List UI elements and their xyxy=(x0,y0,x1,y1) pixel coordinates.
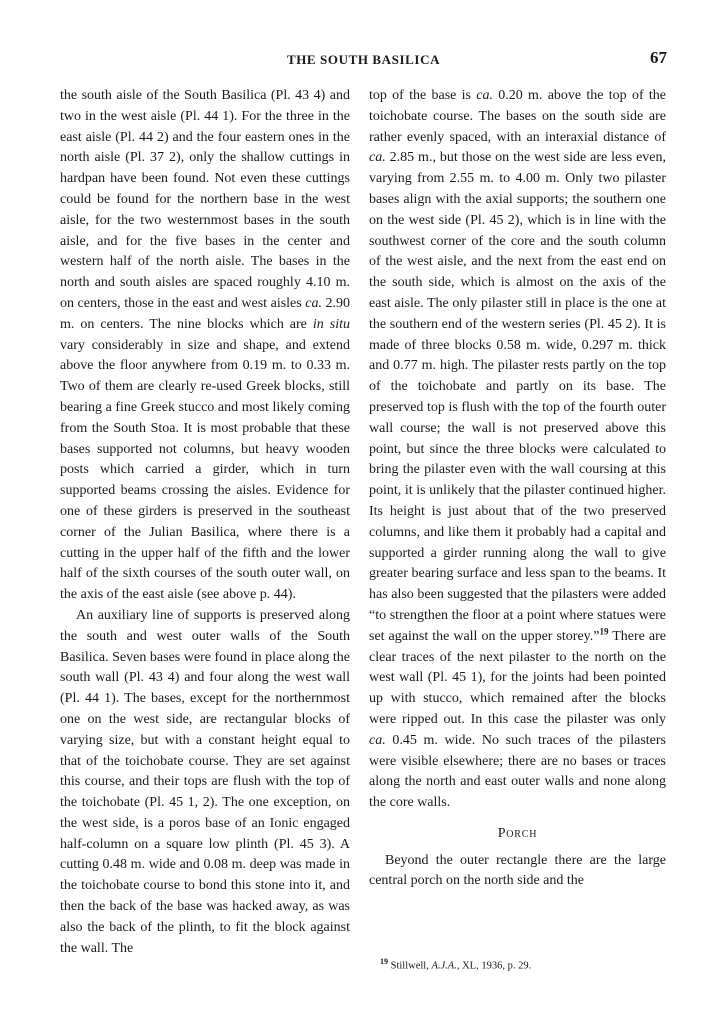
footnote-reference[interactable]: 19 xyxy=(599,626,609,637)
footnote: $^{19}$ Stillwell, A.J.A., XL, 1936, p. 29. xyxy=(380,957,532,972)
paragraph-porch: Beyond the outer rectangle there are the large central porch on the north side and the xyxy=(369,852,666,889)
left-column xyxy=(60,86,350,959)
running-title: THE SOUTH BASILICA xyxy=(286,52,441,67)
paragraph-bases-aisles: the south aisle of the South Basilica (Pl. 43 4) and two in the west aisle (Pl. 44 1). For the three in the east aisle (Pl. 44 2) and the four eastern ones in the north aisle (Pl. 37 2), only the shallow cuttings in hardpan have been found. Not even these cuttings could be found for the northern base in the west aisle, for the two westernmost bases in the south aisle, and for the five bases in the center and western half of the north aisle. The bases in the north and south aisles are spaced roughly 4.10 m. on centers, those in the east and west aisles ca. 2.90 m. on centers. The nine blocks which are in situ vary considerably in size and shape, and extend above the floor anywhere from 0.19 m. to 0.33 m. Two of them are clearly re-used Greek blocks, still bearing a fine Greek stucco and most likely coming from the South Stoa. It is most probable that these bases supported not columns, but heavy wooden posts which carried a girder, which in turn supported beams crossing the aisles. Evidence for one of these girders is preserved in the southeast corner of the Julian Basilica, where there is a cutting in the upper half of the fifth and the lower half of the sixth courses of the south outer wall, on the axis of the east aisle (see above p. 44). xyxy=(60,88,351,603)
paragraph-pilasters: top of the base is ca. 0.20 m. above the top of the toichobate course. The bases on the south side are rather evenly spaced, with an interaxial distance of ca. 2.85 m., but those on the west side are less even, varying from 2.55 m. to 4.00 m. Only two pilaster bases align with the axial supports; the southern one on the west side (Pl. 45 2), which is in line with the southwest corner of the core and the south column of the west aisle, and the next from the east end on the south side, which is almost on the axis of the east aisle. The only pilaster still in place is the one at the southern end of the western series (Pl. 45 2). It is made of three blocks 0.58 m. wide, 0.297 m. thick and 0.77 m. high. The pilaster rests partly on the top of the toichobate and partly on its base. The preserved top is flush with the top of the fourth outer wall course; the wall is not preserved above this point, but since the three blocks were calculated to bring the pilaster even with the wall coursing at this point, it is unlikely that the pilaster continued higher. Its height is just about that of the two preserved columns, and like them it probably had a capital and supported a girder running along the wall to give greater bearing surface and less span to the beams. It has also been suggested that the pilasters were added “to strengthen the floor at a point where statues were set against the wall on the upper storey.”$^{19}$ There are clear traces of the next pilaster to the north on the west wall (Pl. 45 1), for the joints had been pointed up with stucco, which remained after the blocks were ripped out. In this case the pilaster was only ca. 0.45 m. wide. No such traces of the pilasters were visible elsewhere; there are no bases or traces along the north and east outer walls and none along the core walls. xyxy=(369,88,667,811)
footnote-number: 19 xyxy=(380,957,388,966)
right-column xyxy=(369,86,666,892)
page-number: 67 xyxy=(650,48,667,67)
running-header xyxy=(60,48,667,72)
paragraph-auxiliary-supports: An auxiliary line of supports is preserved along the south and west outer walls of the South Basilica. Seven bases were found in place along the south wall (Pl. 43 4) and four along the west wall (Pl. 44 1). The bases, except for the northernmost one on the west side, are rectangular blocks of varying size, but with a constant height equal to that of the toichobate course. They are set against this course, and their tops are flush with the top of the toichobate (Pl. 45 1, 2). The one exception, on the west side, is a poros base of an Ionic engaged half-column on a square low plinth (Pl. 45 3). A cutting 0.48 m. wide and 0.08 m. deep was made in the toichobate course to bond this stone into it, and then the back of the base was hacked away, as was also the back of the plinth, to fit the block against the wall. The xyxy=(60,607,350,956)
section-heading-porch: Porch xyxy=(497,825,538,841)
